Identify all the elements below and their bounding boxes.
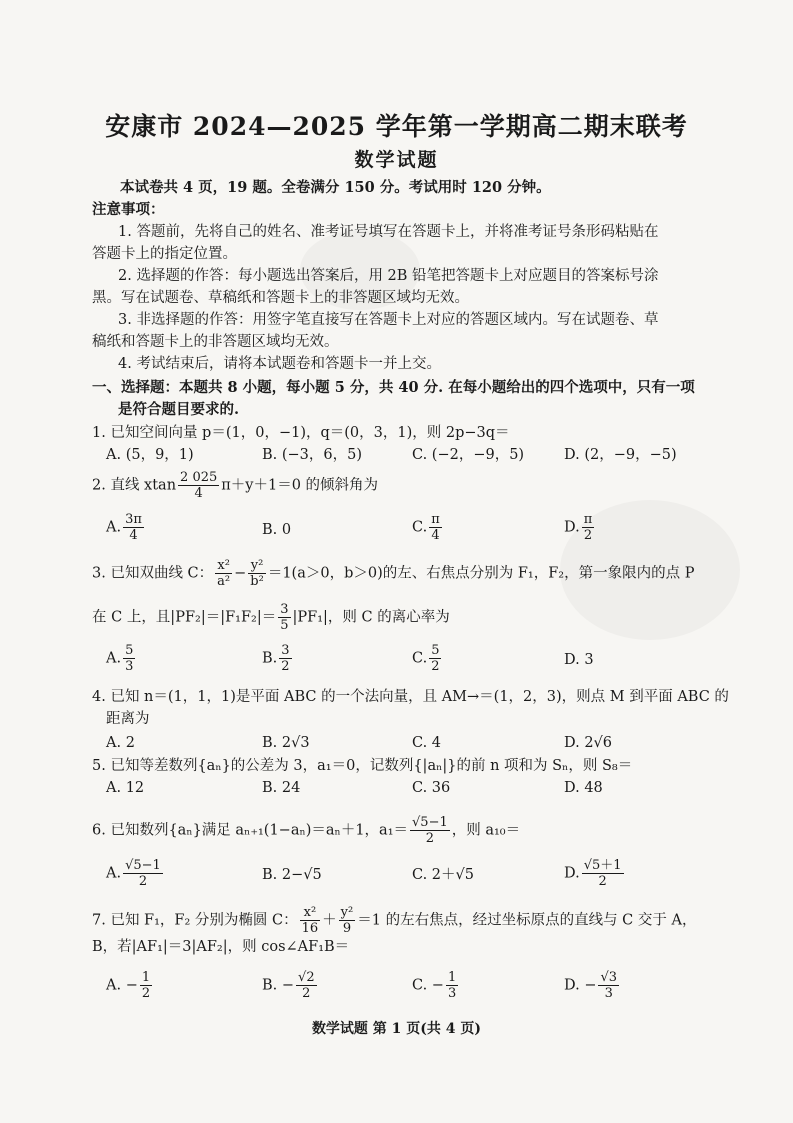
option-fraction [582, 858, 624, 889]
option-fraction [123, 512, 144, 543]
frac-den: 2 [431, 659, 440, 674]
q3-fraction-x [215, 558, 232, 589]
q3-l2-pre: 在 C 上，且|PF₂|＝|F₁F₂|＝ [92, 609, 277, 626]
q7-option-d [564, 970, 621, 1001]
option-fraction [446, 970, 458, 1001]
frac-num: 5 [431, 643, 440, 658]
note-1a: 1. 答题前，先将自己的姓名、准考证号填写在答题卡上，并将准考证号条形码粘贴在 [118, 224, 659, 240]
exam-summary: 本试卷共 4 页，19 题。全卷满分 150 分。考试用时 120 分钟。 [120, 179, 551, 196]
frac-num: x² [215, 558, 232, 574]
q2-fraction [178, 470, 219, 501]
exam-title: 安康市 2024—2025 学年第一学期高二期末联考 [105, 112, 688, 141]
option-fraction [140, 970, 152, 1001]
notes-heading: 注意事项： [92, 201, 165, 218]
note-4: 4. 考试结束后，请将本试题卷和答题卡一并上交。 [118, 356, 441, 372]
q3-option-d: D. 3 [564, 652, 594, 668]
frac-den: 2 [281, 659, 290, 674]
option-letter: A. [106, 519, 122, 536]
frac-num: y² [248, 558, 266, 574]
option-fraction [123, 858, 163, 889]
q1-stem: 1. 已知空间向量 p＝(1，0，−1)，q＝(0，3，1)，则 2p−3q＝ [92, 425, 510, 441]
option-fraction [279, 643, 291, 674]
q1-option-b: B. (−3，6，5) [262, 447, 363, 463]
q6-stem-pre: 6. 已知数列{aₙ}满足 aₙ₊₁(1−aₙ)＝aₙ＋1，a₁＝ [92, 822, 409, 839]
q4-option-d: D. 2√6 [564, 735, 613, 751]
q3-option-b [262, 643, 294, 674]
q3-stem-line2 [92, 602, 450, 633]
option-fraction [598, 970, 619, 1001]
frac-den: 9 [342, 921, 352, 936]
frac-num: x² [300, 905, 321, 921]
section-heading-cont: 是符合题目要求的. [118, 401, 240, 418]
frac-den: 4 [129, 528, 138, 543]
frac-num: √3 [600, 970, 618, 985]
frac-num: √2 [298, 970, 315, 985]
q2-option-c [412, 512, 444, 543]
option-fraction [429, 643, 441, 674]
frac-den: 3 [604, 986, 613, 1001]
q3-fraction-y [248, 558, 266, 589]
option-fraction [429, 512, 442, 543]
q2-option-a [106, 512, 146, 543]
q3-fraction-ratio [278, 602, 290, 633]
frac-den: 2 [598, 874, 607, 889]
frac-den: 4 [431, 528, 440, 543]
q2-stem [92, 470, 378, 501]
frac-num: π [431, 512, 440, 527]
option-fraction [123, 643, 135, 674]
q7-fraction-x [300, 905, 321, 936]
q4-option-c: C. 4 [412, 735, 442, 751]
frac-num: √5＋1 [583, 858, 622, 873]
q4-option-a: A. 2 [106, 735, 135, 751]
option-letter: C. − [412, 977, 444, 994]
frac-num: 5 [125, 643, 134, 658]
q3-option-c [412, 643, 443, 674]
note-3a: 3. 非选择题的作答：用签字笔直接写在答题卡上对应的答题区域内。写在试题卷、草 [118, 312, 659, 328]
q3-option-a [106, 643, 137, 674]
option-letter: D. [564, 865, 580, 882]
frac-den: 16 [301, 921, 319, 936]
page-footer: 数学试题 第 1 页(共 4 页) [311, 1021, 482, 1037]
q2-option-d [564, 512, 596, 543]
q2-frac-num: 2 025 [180, 470, 218, 485]
q5-option-a: A. 12 [106, 780, 145, 796]
q7-stem-line2: B，若|AF₁|＝3|AF₂|，则 cos∠AF₁B＝ [92, 939, 350, 955]
frac-den: 3 [125, 659, 134, 674]
q7-option-a [106, 970, 154, 1001]
q6-option-d [564, 858, 626, 889]
frac-num: y² [340, 905, 354, 920]
q7-stem-post: ＝1 的左右焦点，经过坐标原点的直线与 C 交于 A， [357, 912, 697, 929]
frac-den: 2 [141, 986, 151, 1001]
section-heading: 一、选择题：本题共 8 小题，每小题 5 分，共 40 分. 在每小题给出的四个选项中，只有一项 [92, 379, 695, 396]
frac-den: 2 [425, 831, 435, 846]
q4-stem: 4. 已知 n＝(1，1，1)是平面 ABC 的一个法向量，且 AM→＝(1，2，3)，则点 M 到平面 ABC 的 [92, 689, 729, 705]
frac-den: a² [217, 574, 231, 589]
q6-option-b: B. 2−√5 [262, 867, 322, 883]
q7-stem-pre: 7. 已知 F₁，F₂ 分别为椭圆 C： [92, 912, 298, 929]
option-letter: B. [262, 650, 278, 667]
q5-option-d: D. 48 [564, 780, 603, 796]
note-2a: 2. 选择题的作答：每小题选出答案后，用 2B 铅笔把答题卡上对应题目的答案标号涂 [118, 268, 659, 284]
q3-l2-post: |PF₁|，则 C 的离心率为 [292, 609, 450, 626]
frac-den: 2 [302, 986, 311, 1001]
option-letter: A. [106, 865, 122, 882]
q3-minus: − [234, 565, 247, 582]
q6-stem-post: ，则 a₁₀＝ [451, 822, 521, 839]
frac-num: √5−1 [125, 858, 161, 873]
option-letter: D. [564, 519, 580, 536]
q3-stem-pre: 3. 已知双曲线 C： [92, 565, 214, 582]
q2-option-b: B. 0 [262, 522, 292, 538]
frac-num: √5−1 [412, 815, 448, 830]
q2-stem-pre: 2. 直线 xtan [92, 477, 177, 494]
frac-num: 1 [141, 970, 151, 985]
q5-option-b: B. 24 [262, 780, 301, 796]
frac-den: 3 [447, 986, 457, 1001]
note-3b: 稿纸和答题卡上的非答题区域均无效。 [92, 334, 339, 350]
exam-subtitle: 数学试题 [354, 149, 439, 171]
q6-option-c: C. 2＋√5 [412, 867, 474, 883]
q2-stem-post: π＋y＋1＝0 的倾斜角为 [221, 477, 379, 494]
option-letter: D. − [564, 977, 597, 994]
q5-option-c: C. 36 [412, 780, 451, 796]
option-letter: C. [412, 650, 428, 667]
q1-option-d: D. (2，−9，−5) [564, 447, 677, 463]
frac-den: b² [250, 574, 264, 589]
frac-num: π [583, 512, 593, 527]
frac-num: 3 [281, 643, 290, 658]
q1-option-a: A. (5，9，1) [106, 447, 194, 463]
q7-option-c [412, 970, 460, 1001]
option-letter: A. − [106, 977, 138, 994]
frac-num: 3 [280, 602, 289, 617]
q6-stem [92, 815, 520, 846]
note-2b: 黑。写在试题卷、草稿纸和答题卡上的非答题区域均无效。 [92, 290, 469, 306]
note-1b: 答题卡上的指定位置。 [92, 246, 237, 262]
q7-fraction-y [339, 905, 356, 936]
option-letter: A. [106, 650, 122, 667]
q6-option-a [106, 858, 165, 889]
option-letter: B. − [262, 977, 295, 994]
option-fraction [582, 512, 595, 543]
frac-den: 5 [280, 618, 289, 633]
frac-num: 1 [447, 970, 457, 985]
frac-den: 2 [583, 528, 593, 543]
frac-den: 2 [138, 874, 148, 889]
q2-frac-den: 4 [194, 486, 203, 501]
q4-stem-line2: 距离为 [106, 711, 150, 727]
q7-plus: ＋ [322, 912, 337, 929]
frac-num: 3π [125, 512, 142, 527]
q5-stem: 5. 已知等差数列{aₙ}的公差为 3，a₁＝0，记数列{|aₙ|}的前 n 项和为 Sₙ，则 S₈＝ [92, 758, 633, 774]
q7-stem [92, 905, 696, 936]
q3-stem-post: ＝1(a＞0，b＞0)的左、右焦点分别为 F₁，F₂，第一象限内的点 P [267, 565, 695, 582]
q7-option-b [262, 970, 319, 1001]
q4-option-b: B. 2√3 [262, 735, 310, 751]
q6-fraction [410, 815, 450, 846]
option-fraction [296, 970, 317, 1001]
q3-stem [92, 558, 694, 589]
q1-option-c: C. (−2，−9，5) [412, 447, 525, 463]
option-letter: C. [412, 519, 428, 536]
